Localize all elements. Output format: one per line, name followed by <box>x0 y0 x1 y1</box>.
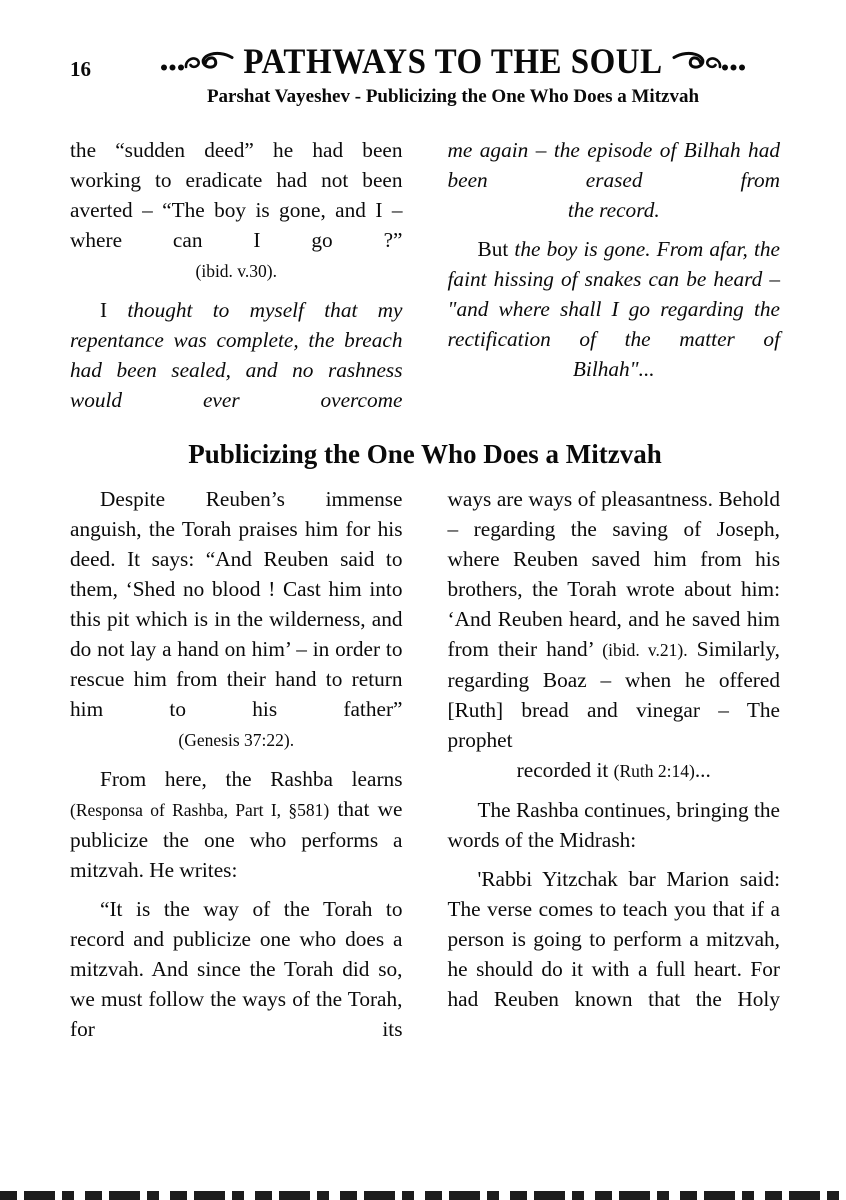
text-run: (Genesis 37:22). <box>178 730 295 750</box>
text-run: I <box>100 298 128 322</box>
text-run: “It is the way of the Torah to record and publicize one who does a mitzvah. And since the Torah did so, we must follow the ways of the Torah, for its <box>70 897 403 1041</box>
paragraph <box>448 135 781 195</box>
text-run: Similarly, regarding Boaz – when he offered [Ruth] bread and vinegar – The prophet <box>447 637 780 752</box>
paragraph <box>70 764 403 885</box>
text-run: me again – the episode of Bilhah had been erased from <box>447 138 780 192</box>
page-subtitle: Parshat Vayeshev - Publicizing the One Who Does a Mitzvah <box>206 86 700 107</box>
text-run: the “sudden deed” he had been working to eradicate had not been averted – “The boy is gone, and I – where can I go ?” <box>70 138 403 252</box>
text-run: (Ruth 2:14) <box>613 761 695 781</box>
text-run: thought to myself that my repentance was complete, the breach had been sealed, and no rashness would ever overcome <box>70 298 403 412</box>
text-run: Despite Reuben’s immense anguish, the Torah praises him for his deed. It says: “And Reuben said to them, ‘Shed no blood ! Cast him into this pit which is in the wilderness, and do not lay a hand on him’ – in order to rescue him from their hand to return him to his father” <box>70 487 403 721</box>
bottom-text-columns <box>70 484 780 1044</box>
centered-line <box>70 255 403 286</box>
text-run: (ibid. v.30). <box>195 261 277 281</box>
footer-decorative-border <box>0 1191 846 1200</box>
text-run: 'Rabbi Yitzchak bar Marion said: The verse comes to teach you that if a person is going to perform a mitzvah, he should do it with a full heart. For had Reuben known that the Holy <box>447 867 780 1011</box>
paragraph <box>70 135 403 255</box>
left-flourish-icon <box>159 50 235 76</box>
page-number: 16 <box>70 56 91 81</box>
paragraph <box>70 484 403 724</box>
centered-line <box>70 724 403 755</box>
text-run: the boy is gone. From afar, the faint hissing of snakes can be heard – "and where shall I go regarding the rectification of the matter of <box>447 237 780 351</box>
paragraph <box>70 295 403 415</box>
text-run: ways are ways of pleasantness. Behold – regarding the saving of Joseph, where Reuben saved him from his brothers, the Torah wrote about him: ‘And Reuben heard, and he saved him from their hand’ <box>447 487 780 661</box>
paragraph <box>70 894 403 1044</box>
bottom-right-column <box>448 484 781 1044</box>
masthead <box>126 44 780 108</box>
text-run: From here, the Rashba learns <box>100 767 403 791</box>
top-left-column <box>70 135 403 415</box>
paragraph <box>448 864 781 1014</box>
paragraph <box>448 484 781 755</box>
centered-line <box>448 195 781 225</box>
centered-line <box>448 354 781 384</box>
page-header <box>70 44 780 108</box>
text-run: recorded it <box>516 758 614 782</box>
paragraph <box>448 795 781 855</box>
text-run: But <box>477 237 515 261</box>
paragraph <box>448 234 781 354</box>
text-run: that we publicize the one who performs a mitzvah. He writes: <box>70 797 403 882</box>
text-run: Bilhah"... <box>572 357 655 381</box>
centered-line <box>448 755 781 786</box>
top-text-columns <box>70 135 780 415</box>
right-flourish-icon <box>671 50 747 76</box>
text-run: ... <box>694 758 711 782</box>
page-title: PATHWAYS TO THE SOUL <box>243 42 663 82</box>
masthead-title-row <box>126 44 780 81</box>
text-run: (ibid. v.21). <box>602 640 688 660</box>
text-run: (Responsa of Rashba, Part I, §581) <box>70 800 330 820</box>
top-right-column <box>448 135 781 415</box>
section-heading: Publicizing the One Who Does a Mitzvah <box>188 439 662 469</box>
text-run: The Rashba continues, bringing the words of the Midrash: <box>447 798 780 852</box>
text-run: the record. <box>567 198 660 222</box>
bottom-left-column <box>70 484 403 1044</box>
